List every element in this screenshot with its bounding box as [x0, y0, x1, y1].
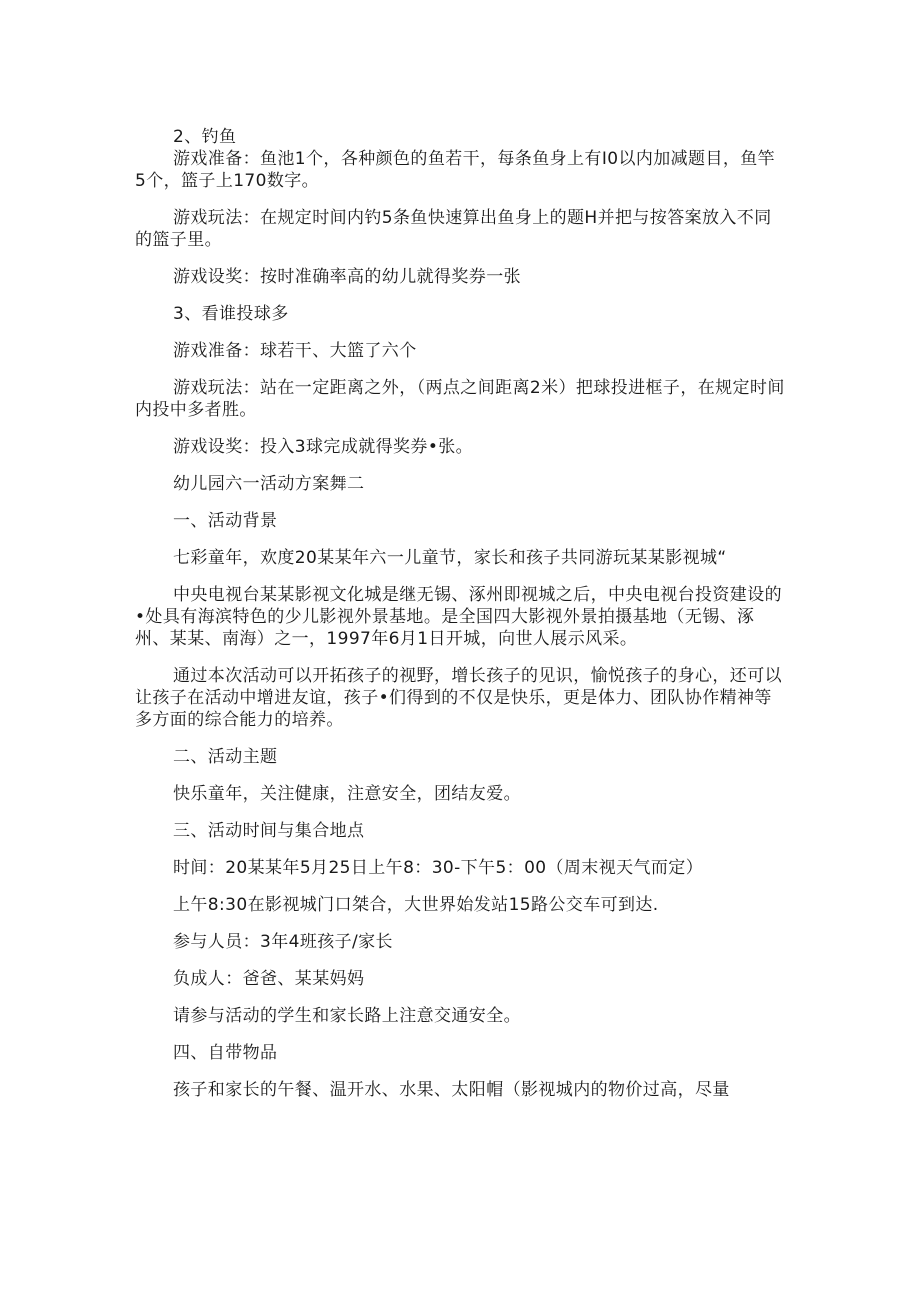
section-heading-background: 一、活动背景: [173, 511, 278, 531]
paragraph: 时间：20某某年5月25日上午8：30-下午5：00（周末视天气而定）: [173, 858, 704, 878]
paragraph: 游戏设奖：按时准确率高的幼儿就得奖券一张: [173, 267, 521, 287]
paragraph: 请参与活动的学生和家长路上注意交通安全。: [173, 1006, 521, 1026]
paragraph: 快乐童年，关注健康，注意安全，团结友爱。: [173, 784, 521, 804]
paragraph: 游戏玩法：站在一定距离之外，（两点之间距离2米）把球投进框子，在规定时间内投中多者胜。: [135, 378, 785, 420]
paragraph: 参与人员：3年4班孩子/家长: [173, 932, 393, 952]
section-heading-time-place: 三、活动时间与集合地点: [173, 821, 365, 841]
paragraph: 游戏准备：鱼池1个，各种颜色的鱼若干，每条鱼身上有I0以内加减题目，鱼竿5个，篮子上170数字。: [135, 149, 776, 191]
paragraph: 孩子和家长的午餐、温开水、水果、太阳帽（影视城内的物价过高，尽量: [173, 1080, 730, 1100]
paragraph: 负成人：爸爸、某某妈妈: [173, 969, 365, 989]
paragraph: 七彩童年，欢度20某某年六一儿童节，家长和孩子共同游玩某某影视城“: [173, 548, 727, 568]
section-heading-ball-toss: 3、看谁投球多: [173, 304, 289, 324]
section-heading-theme: 二、活动主题: [173, 747, 278, 767]
section-heading-items: 四、自带物品: [173, 1043, 278, 1063]
paragraph: 中央电视台某某影视文化城是继无锡、涿州即视城之后，中央电视台投资建设的•处具有海滨特色的少儿影视外景基地。是全国四大影视外景拍摄基地（无锡、涿州、某某、南海）之一，1997年6月1日开城，向世人展示风采。: [135, 585, 782, 649]
document-body: [135, 126, 785, 1101]
paragraph: 游戏设奖：投入3球完成就得奖券•张。: [173, 437, 474, 457]
paragraph: 通过本次活动可以开拓孩子的视野，增长孩子的见识，愉悦孩子的身心，还可以让孩子在活动中增进友谊，孩子•们得到的不仅是快乐，更是体力、团队协作精神等多方面的综合能力的培养。: [135, 666, 782, 730]
section-heading-fishing: 2、钓鱼: [173, 127, 237, 147]
paragraph: 游戏玩法：在规定时间内钓5条鱼快速算出鱼身上的题H并把与按答案放入不同的篮子里。: [135, 208, 772, 250]
paragraph: 游戏准备：球若干、大篮了六个: [173, 341, 417, 361]
document-subtitle: 幼儿园六一活动方案舞二: [173, 474, 365, 494]
paragraph: 上午8:30在影视城门口桀合，大世界始发站15路公交车可到达.: [173, 895, 659, 915]
